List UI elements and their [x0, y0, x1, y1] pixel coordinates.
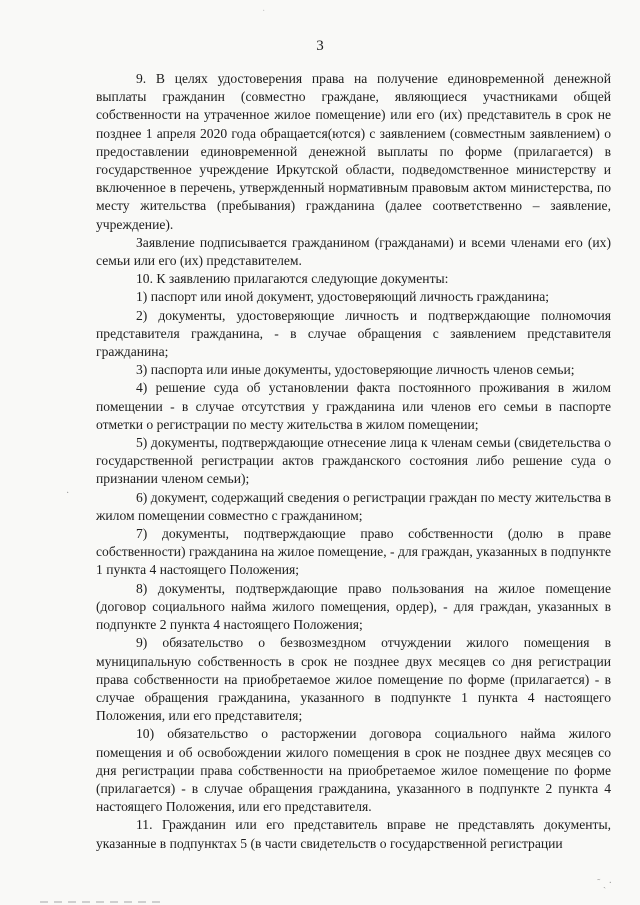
list-item-2: 2) документы, удостоверяющие личность и подтверждающие полномочия представителя гражданина, - в случае обращения с заявлением представителя гражданина;	[96, 307, 611, 360]
list-item-5: 5) документы, подтверждающие отнесение лица к членам семьи (свидетельства о государственной регистрации актов гражданского состояния либо решение суда о признании членом семьи);	[96, 435, 611, 487]
list-item-10: 10) обязательство о расторжении договора социального найма жилого помещения и об освобождении жилого помещения в срок не позднее двух месяцев со дня регистрации права собственности на приобретаемое жилое помещение по форме (прилагается) - в случае обращения гражданина, указанного в подпункте 2 пункта 4 настоящего Положения, или его представителя.	[96, 726, 611, 815]
list-item-6: 6) документ, содержащий сведения о регистрации граждан по месту жительства в жилом помещении совместно с гражданином;	[96, 489, 611, 523]
scan-artifact-top: ·	[262, 6, 266, 17]
list-item-9: 9) обязательство о безвозмездном отчуждении жилого помещения в муниципальную собственность в срок не позднее двух месяцев со дня регистрации права собственности на приобретаемое жилое помещение по форме (прилагается) - в случае обращения гражданина, указанного в подпункте 1 пункта 4 настоящего Положения, или его представителя;	[96, 635, 611, 724]
paragraph-item-10: 10. К заявлению прилагаются следующие документы:	[136, 271, 449, 287]
paragraph-signing-note: Заявление подписывается гражданином (гражданами) и всеми членами его (их) семьи или его (их) представителем.	[96, 234, 611, 269]
scan-artifact-bottom-edge	[40, 901, 160, 903]
list-item-8: 8) документы, подтверждающие право пользования на жилое помещение (договор социального найма жилого помещения, ордер), - для граждан, указанных в подпункте 2 пункта 4 настоящего Положения;	[96, 580, 611, 633]
scan-artifact-bottom-right: ˜ ˎ ·	[597, 878, 612, 889]
paragraph-item-11: 11. Гражданин или его представитель вправе не представлять документы, указанные в подпунктах 5 (в части свидетельств о государственной регистрации	[96, 817, 611, 851]
list-item-1: 1) паспорт или иной документ, удостоверяющий личность гражданина;	[136, 289, 550, 305]
list-item-7: 7) документы, подтверждающие право собственности (долю в праве собственности) гражданина на жилое помещение, - для граждан, указанных в подпункте 1 пункта 4 настоящего Положения;	[96, 526, 611, 578]
document-body	[96, 70, 611, 853]
list-item-3: 3) паспорта или иные документы, удостоверяющие личность членов семьи;	[136, 362, 575, 378]
page-number: 3	[316, 38, 324, 54]
paragraph-item-9: 9. В целях удостоверения права на получение единовременной денежной выплаты гражданин (совместно граждане, являющиеся участниками общей собственности на утраченное жилое помещение) или его (их) представитель в срок не позднее 1 апреля 2020 года обращается(ются) с заявлением (совместным заявлением) о предоставлении единовременной денежной выплаты по форме (прилагается) в государственное учреждение Иркутской области, подведомственное министерству и включенное в перечень, утвержденный нормативным правовым актом министерства, по месту жительства (пребывания) гражданина (далее соответственно – заявление, учреждение).	[96, 71, 611, 232]
list-item-4: 4) решение суда об установлении факта постоянного проживания в жилом помещении - в случае отсутствия у гражданина или членов его семьи в паспорте отметки о регистрации по месту жительства в жилом помещении;	[96, 380, 611, 432]
scan-artifact-left: ·	[66, 488, 70, 499]
